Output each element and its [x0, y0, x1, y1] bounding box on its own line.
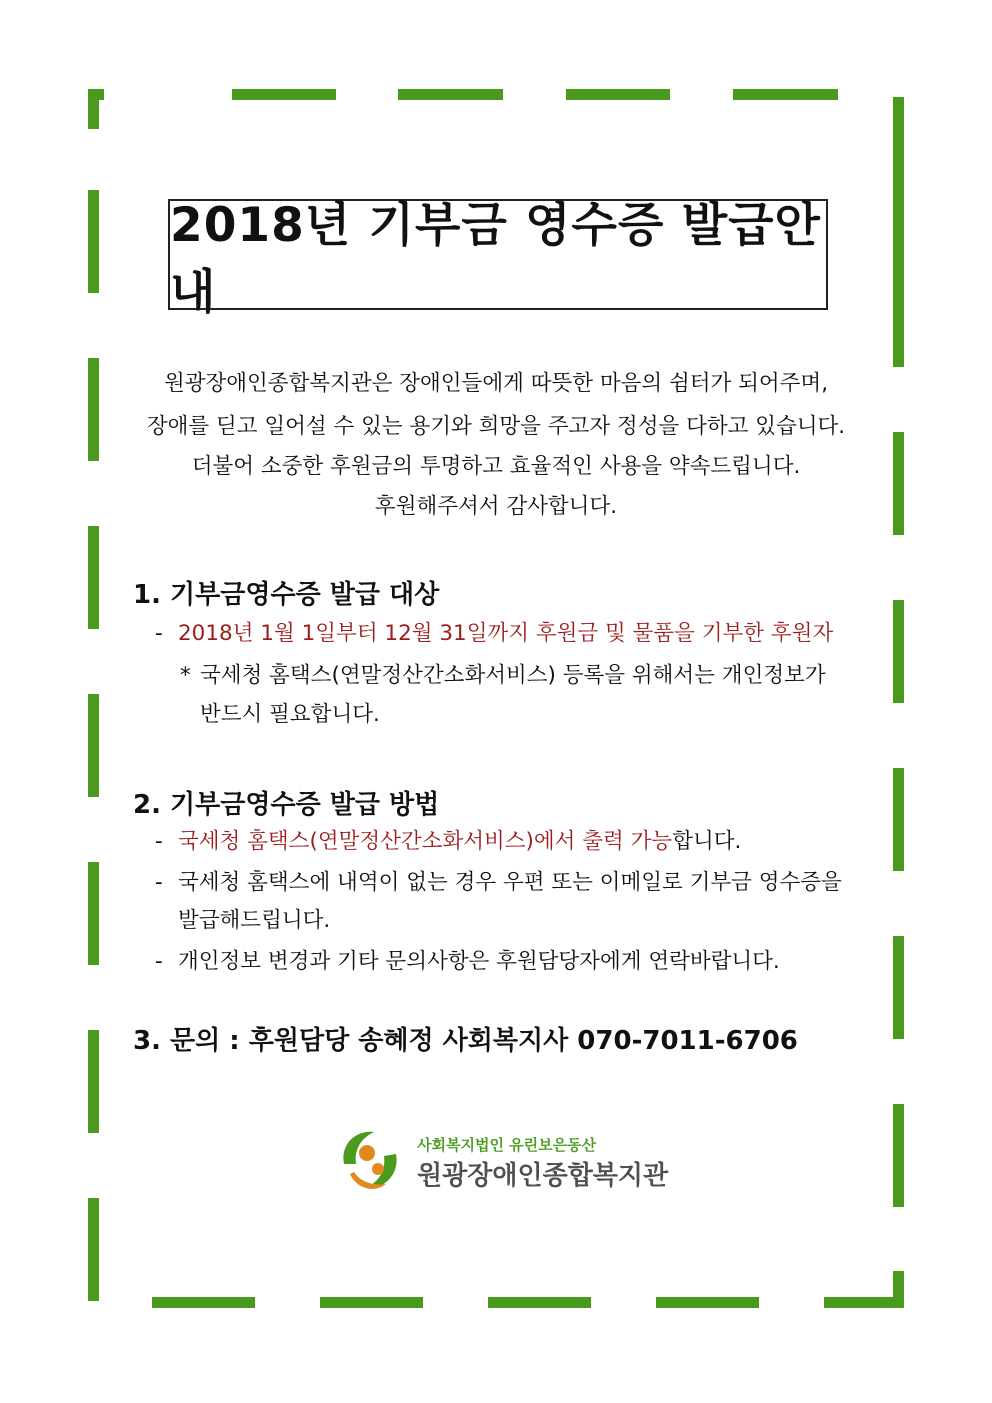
bullet-dash: - [155, 949, 163, 974]
section2-item [178, 828, 741, 856]
bullet-dash: - [155, 829, 163, 854]
border-dash [88, 89, 99, 129]
border-dash [88, 190, 99, 293]
section3-heading: 3. 문의 : 후원담당 송혜정 사회복지사 070-7011-6706 [133, 1026, 798, 1056]
logo-subtitle: 사회복지법인 유린보은동산 [417, 1136, 597, 1154]
section1-note: 국세청 홈택스(연말정산간소화서비스) 등록을 위해서는 개인정보가 [200, 663, 826, 688]
border-dash [893, 936, 904, 1039]
intro-line: 원광장애인종합복지관은 장애인들에게 따뜻한 마음의 쉼터가 되어주며, [163, 371, 829, 396]
border-dash [88, 862, 99, 965]
border-dash [893, 600, 904, 703]
section2-item: 국세청 홈택스에 내역이 없는 경우 우편 또는 이메일로 기부금 영수증을 [178, 870, 842, 895]
title-box [168, 197, 828, 320]
logo-emblem-icon [334, 1124, 410, 1196]
border-dash [88, 358, 99, 461]
border-dash [893, 1104, 904, 1207]
border-dash [88, 526, 99, 629]
bullet-dash: - [155, 870, 163, 895]
section2-item-highlight: 국세청 홈택스(연말정산간소화서비스)에서 출력 가능 [178, 829, 673, 854]
intro-line: 장애를 딛고 일어설 수 있는 용기와 희망을 주고자 정성을 다하고 있습니다. [146, 414, 846, 439]
border-dash [152, 1297, 255, 1308]
border-dash [893, 768, 904, 871]
intro-line: 더불어 소중한 후원금의 투명하고 효율적인 사용을 약속드립니다. [191, 454, 801, 479]
intro-line: 후원해주셔서 감사합니다. [374, 494, 618, 519]
border-dash [893, 432, 904, 535]
border-dash [232, 89, 336, 100]
section2-item-rest: 합니다. [672, 829, 742, 854]
border-dash [488, 1297, 591, 1308]
border-dash [88, 1198, 99, 1301]
bullet-dash: - [155, 621, 163, 646]
border-dash [398, 89, 503, 100]
section1-heading: 1. 기부금영수증 발급 대상 [133, 580, 440, 610]
logo-name: 원광장애인종합복지관 [417, 1161, 669, 1191]
border-dash [893, 97, 904, 367]
section2-item: 발급해드립니다. [178, 908, 331, 933]
border-dash [733, 89, 838, 100]
border-dash [88, 1030, 99, 1133]
note-mark: * [180, 663, 191, 688]
section1-note: 반드시 필요합니다. [200, 702, 380, 727]
page-title: 2018년 기부금 영수증 발급안내 [170, 197, 821, 320]
border-dash [824, 1297, 904, 1308]
section2-heading: 2. 기부금영수증 발급 방법 [133, 790, 440, 820]
section2-item: 개인정보 변경과 기타 문의사항은 후원담당자에게 연락바랍니다. [178, 949, 780, 974]
section1-item: 2018년 1월 1일부터 12월 31일까지 후원금 및 물품을 기부한 후원자 [178, 621, 834, 646]
border-dash [320, 1297, 423, 1308]
border-dash [88, 694, 99, 797]
border-dash [656, 1297, 759, 1308]
border-dash [566, 89, 670, 100]
organization-logo [334, 1124, 674, 1196]
